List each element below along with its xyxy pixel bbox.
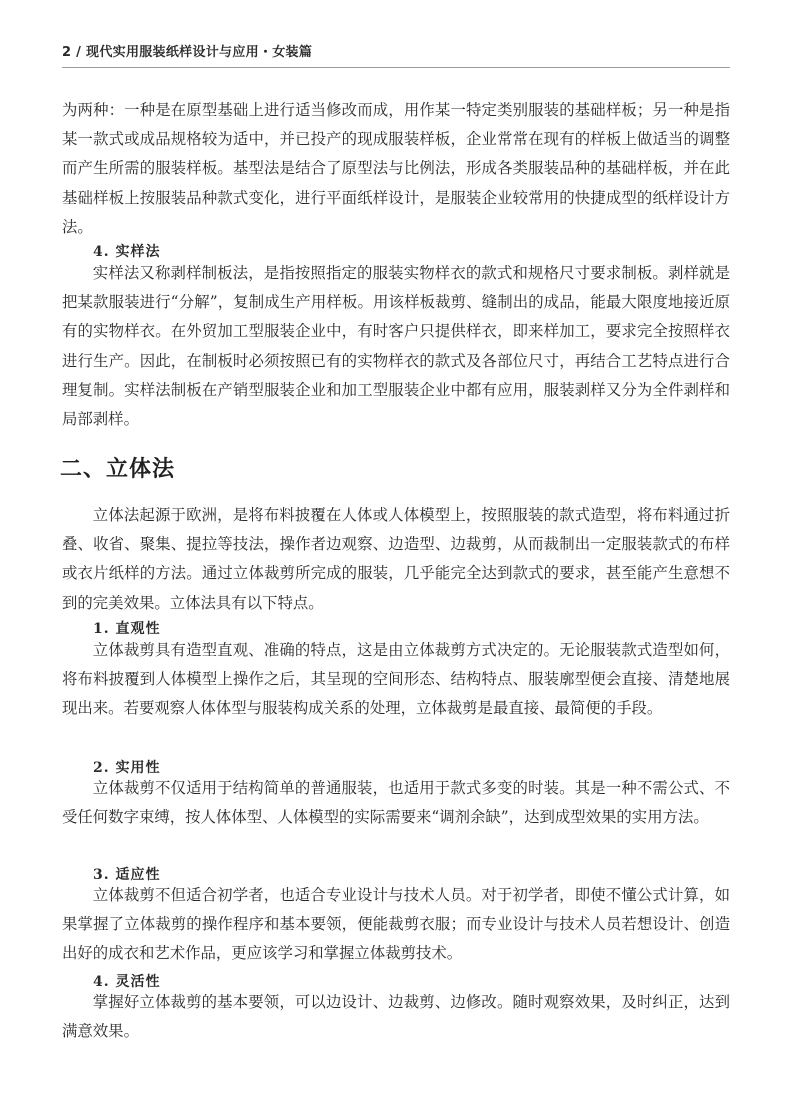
running-header: 2 / 现代实用服装纸样设计与应用・女装篇 bbox=[62, 45, 313, 60]
subheading-linghuo: 4. 灵活性 bbox=[93, 974, 161, 990]
shiyang-paragraph: 实样法又称剥样制板法，是指按照指定的服装实物样衣的款式和规格尺寸要求制板。剥样就是把某款服装进行“分解”，复制成生产用样板。用该样板裁剪、缝制出的成品，能最大限度地接近原有的实物样衣。在外贸加工型服装企业中，有时客户只提供样衣，即来样加工，要求完全按照样衣进行生产。因此，在制板时必须按照已有的实物样衣的款式及各部位尺寸，再结合工艺特点进行合理复制。实样法制板在产销型服装企业和加工型服装企业中都有应用，服装剥样又分为全件剥样和局部剥样。 bbox=[62, 264, 730, 429]
subheading-shiyong: 2. 实用性 bbox=[93, 760, 161, 776]
subheading-shiying: 3. 适应性 bbox=[93, 867, 161, 883]
subheading-shiyang: 4. 实样法 bbox=[93, 244, 161, 260]
header-divider bbox=[62, 67, 730, 68]
zhiguan-paragraph: 立体裁剪具有造型直观、准确的特点，这是由立体裁剪方式决定的。无论服装款式造型如何，将布料披覆到人体模型上操作之后，其呈现的空间形态、结构特点、服装廓型便会直接、清楚地展现出来。若要观察人体体型与服装构成关系的处理，立体裁剪是最直接、最简便的手段。 bbox=[62, 641, 730, 718]
section-title-liti: 二、立体法 bbox=[60, 457, 176, 482]
linghuo-paragraph: 掌握好立体裁剪的基本要领，可以边设计、边裁剪、边修改。随时观察效果，及时纠正，达到满意效果。 bbox=[62, 993, 730, 1041]
shiyong-paragraph: 立体裁剪不仅适用于结构简单的普通服装，也适用于款式多变的时装。其是一种不需公式、不受任何数字束缚，按人体体型、人体模型的实际需要来“调剂余缺”，达到成型效果的实用方法。 bbox=[62, 779, 730, 827]
shiying-paragraph: 立体裁剪不但适合初学者，也适合专业设计与技术人员。对于初学者，即使不懂公式计算，如果掌握了立体裁剪的操作程序和基本要领，便能裁剪衣服；而专业设计与技术人员若想设计、创造出好的成衣和艺术作品，更应该学习和掌握立体裁剪技术。 bbox=[62, 886, 730, 963]
intro-paragraph: 为两种：一种是在原型基础上进行适当修改而成，用作某一特定类别服装的基础样板；另一种是指某一款式或成品规格较为适中，并已投产的现成服装样板，企业常常在现有的样板上做适当的调整而产生所需的服装样板。基型法是结合了原型法与比例法，形成各类服装品种的基础样板，并在此基础样板上按服装品种款式变化，进行平面纸样设计，是服装企业较常用的快捷成型的纸样设计方法。 bbox=[62, 101, 730, 236]
subheading-zhiguan: 1. 直观性 bbox=[93, 621, 161, 637]
liti-intro-paragraph: 立体法起源于欧洲，是将布料披覆在人体或人体模型上，按照服装的款式造型，将布料通过折叠、收省、聚集、提拉等技法，操作者边观察、边造型、边裁剪，从而裁制出一定服装款式的布样或衣片纸样的方法。通过立体裁剪所完成的服装，几乎能完全达到款式的要求，甚至能产生意想不到的完美效果。立体法具有以下特点。 bbox=[62, 506, 730, 612]
